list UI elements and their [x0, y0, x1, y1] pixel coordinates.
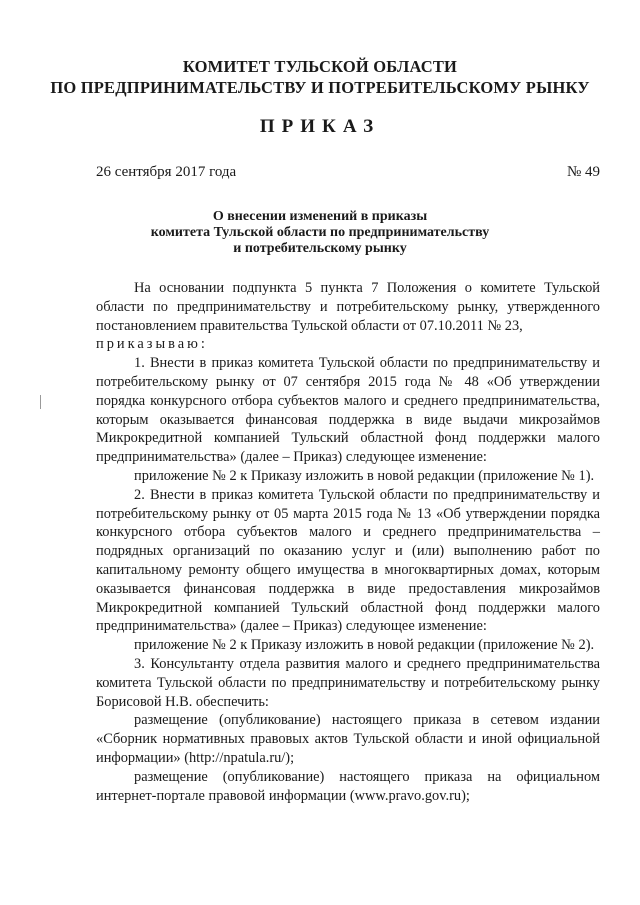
issuer-line-1: КОМИТЕТ ТУЛЬСКОЙ ОБЛАСТИ [182, 57, 458, 76]
subject-line-3: и потребительскому рынку [233, 241, 407, 256]
order-subject [0, 209, 640, 257]
paragraph-prikazyvayu: приказываю: [96, 336, 208, 353]
order-number: № 49 [566, 164, 600, 180]
paragraph-intro: На основании подпункта 5 пункта 7 Положения о комитете Тульской области по предпринимательству и потребительскому рынку, утвержденного постановлением правительства Тульской области от 07.10.2011 № 23, [96, 280, 600, 334]
paragraph-item-3: 3. Консультанту отдела развития малого и среднего предпринимательства комитета Тульской области по предпринимательству и потребительскому рынку Борисовой Н.В. обеспечить: [96, 655, 600, 710]
paragraph-item-2-change: приложение № 2 к Приказу изложить в новой редакции (приложение № 2). [134, 637, 595, 654]
paragraph-item-2: 2. Внести в приказ комитета Тульской области по предпринимательству и потребительскому рынку от 05 марта 2015 года № 13 «Об утверждении порядка конкурсного отбора субъектов малого и среднего предпринимательства – подрядных организаций по оказанию услуг и (или) выполнению работ по капитальному ремонту общего имущества в многоквартирных домах, которым оказывается финансовая поддержка в виде предоставления микрозаймов Микрокредитной компанией Тульский областной фонд поддержки малого предпринимательства» (далее – Приказ) следующее изменение: [96, 486, 600, 635]
paragraph-item-1: 1. Внести в приказ комитета Тульской области по предпринимательству и потребительскому рынку от 07 сентября 2015 года № 48 «Об утверждении порядка конкурсного отбора субъектов малого и среднего предпринимательства, которым оказывается финансовая поддержка в виде выдачи микрозаймов Микрокредитной компанией Тульский областной фонд поддержки малого предпринимательства» (далее – Приказ) следующее изменение: [96, 355, 600, 466]
subject-line-1: О внесении изменений в приказы [212, 209, 428, 224]
issuer-header [0, 56, 640, 98]
subject-line-2: комитета Тульской области по предпринимательству [150, 225, 490, 240]
order-date: 26 сентября 2017 года [96, 164, 237, 180]
paragraph-item-3-b: размещение (опубликование) настоящего приказа на официальном интернет-портале правовой информации (www.pravo.gov.ru); [96, 768, 600, 804]
date-number-line [96, 164, 600, 181]
order-title: ПРИКАЗ [259, 116, 381, 137]
issuer-line-2: ПО ПРЕДПРИНИМАТЕЛЬСТВУ И ПОТРЕБИТЕЛЬСКОМУ РЫНКУ [50, 78, 590, 97]
margin-mark [40, 395, 41, 409]
paragraph-item-3-a: размещение (опубликование) настоящего приказа в сетевом издании «Сборник нормативных правовых актов Тульской области и иной официальной информации» (http://npatula.ru/); [96, 712, 600, 766]
paragraph-item-1-change: приложение № 2 к Приказу изложить в новой редакции (приложение № 1). [134, 467, 595, 484]
order-body [96, 279, 600, 805]
